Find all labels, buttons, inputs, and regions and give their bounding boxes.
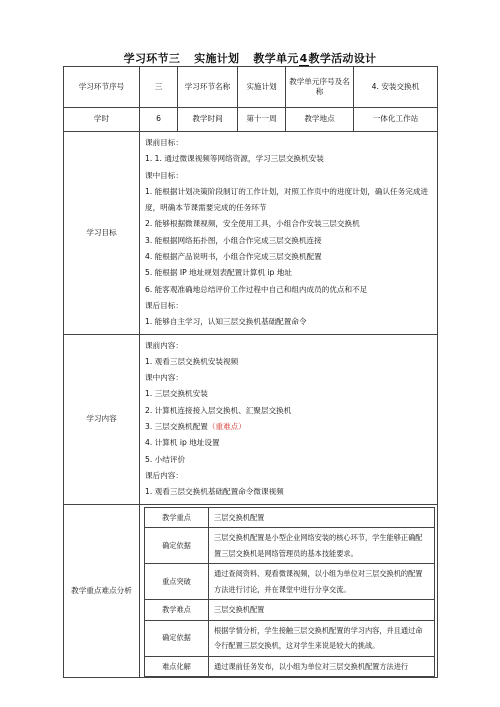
key-points-table [144,507,435,678]
cell-hours-label: 学时 [64,108,140,132]
content-row [64,334,438,504]
cell-section-no: 三 [140,67,178,108]
cell-time-label: 教学时间 [178,108,238,132]
cell-section-name: 实施计划 [238,67,286,108]
key-point-key: 教学重点 [145,507,209,528]
content-line: 课中内容： [145,373,183,383]
key-points-row-item [145,620,435,656]
content-line: 1. 观看三层交换机基础配置命令微课视频 [145,487,284,497]
goals-line: 5. 能根据 IP 地址规划表配置计算机 ip 地址 [145,268,292,278]
cell-section-no-label: 学习环节序号 [64,67,140,108]
document-title [0,50,500,67]
goals-line: 课后目标： [145,300,183,310]
key-difficulty-tag: （重难点） [207,422,246,432]
key-points-row [64,504,438,678]
content-line: 课前内容： [145,340,183,350]
key-points-row-item [145,507,435,528]
time-row [64,108,438,132]
goals-line: 课中目标： [145,170,183,180]
goals-line: 2. 能够根据微课视频，安全使用工具，小组合作安装三层交换机 [145,219,360,229]
key-point-key: 确定依据 [145,620,209,656]
goals-row [64,132,438,335]
content-line: 5. 小结评价 [145,454,186,464]
key-points-row-item [145,656,435,677]
content-line: 4. 计算机 ip 地址设置 [145,438,220,448]
key-points-content [140,504,438,678]
title-unit-label: 教学单元 [253,52,299,65]
cell-section-name-label: 学习环节名称 [178,67,238,108]
key-point-key: 重点突破 [145,564,209,600]
cell-location: 一体化工作站 [354,108,438,132]
key-point-value: 通过课前任务发布，以小组为单位对三层交换机配置方法进行 [209,656,435,677]
goals-line: 1. 能根据计划决策阶段制订的工作计划，对照工作页中的进度计划，确认任务完成进度，明确本节课需要完成的任务环节 [145,186,429,213]
content-line: 1. 观看三层交换机安装视频 [145,356,239,366]
title-plan: 实施计划 [180,50,253,67]
goals-line: 课前目标： [145,138,183,147]
content-line: 2. 计算机连接接入层交换机、汇聚层交换机 [145,405,292,415]
key-point-key: 难点化解 [145,656,209,677]
content-content [140,334,438,504]
header-row [64,67,438,108]
key-point-value: 三层交换机配置 [209,600,435,621]
activity-design-table [63,66,438,678]
content-line: 课后内容： [145,470,183,480]
key-point-key: 确定依据 [145,528,209,564]
key-points-row-item [145,600,435,621]
key-point-value: 三层交换机配置 [209,507,435,528]
goals-line: 1. 1. 通过微课视频等网络资源，学习三层交换机安装 [145,154,324,164]
content-line [145,419,432,435]
goals-line: 4. 能根据产品说明书，小组合作完成三层交换机配置 [145,252,322,262]
title-unit-no: 4 [299,52,308,65]
cell-unit: 4. 安装交换机 [354,67,438,108]
content-line-text: 3. 三层交换机配置 [145,422,208,432]
key-points-label: 教学重点难点分析 [64,504,140,678]
goals-content [140,132,438,335]
title-suffix: 教学活动设计 [308,52,377,65]
cell-unit-label: 教学单元序号及名称 [286,67,354,108]
title-prefix: 学习环节三 [123,52,181,65]
key-point-value: 根据学情分析，学生接触三层交换机配置的学习内容，并且通过命令行配置三层交换机，这对学生来说是较大的挑战。 [209,620,435,656]
key-points-row-item [145,564,435,600]
content-label: 学习内容 [64,334,140,504]
cell-time: 第十一周 [238,108,286,132]
key-point-key: 教学难点 [145,600,209,621]
cell-location-label: 教学地点 [286,108,354,132]
goals-line: 1. 能够自主学习，认知三层交换机基础配置命令 [145,317,307,327]
goals-line: 3. 能根据网络拓扑图，小组合作完成三层交换机连接 [145,235,322,245]
key-point-value: 通过查阅资料、观看微课视频，以小组为单位对三层交换机的配置方法进行讨论，并在课堂中进行分享交流。 [209,564,435,600]
goals-line: 6. 能客观准确地总结评价工作过程中自己和组内成员的优点和不足 [145,284,368,294]
goals-label: 学习目标 [64,132,140,335]
key-point-value: 三层交换机配置是小型企业网络安装的核心环节，学生能够正确配置三层交换机是网络管理员的基本技能要求。 [209,528,435,564]
key-points-row-item [145,528,435,564]
content-line: 1. 三层交换机安装 [145,389,208,399]
cell-hours: 6 [140,108,178,132]
